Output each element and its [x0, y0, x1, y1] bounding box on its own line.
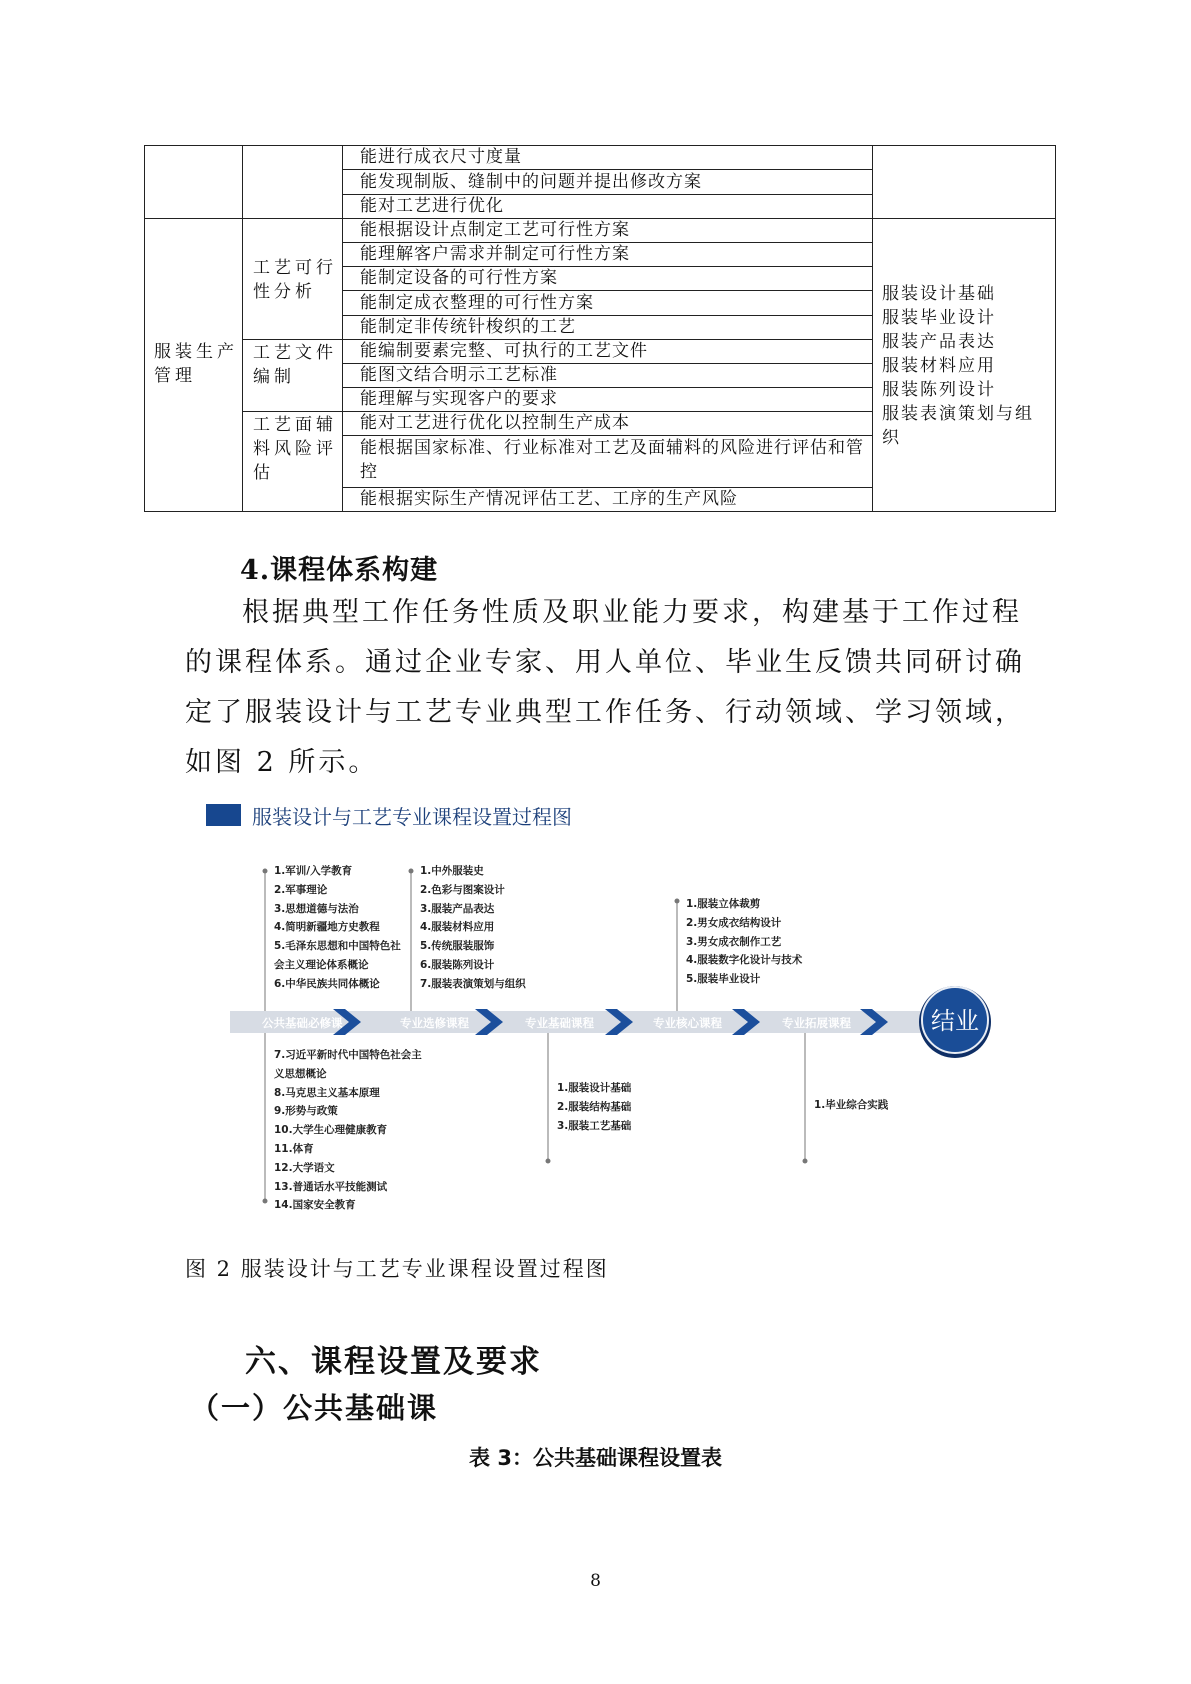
stage-label: 专业拓展课程 — [782, 1016, 851, 1030]
public-top-list — [274, 862, 401, 994]
connector-dot — [803, 1159, 808, 1164]
course-list-item: 2.男女成衣结构设计 — [686, 916, 782, 929]
section-4-paragraph — [185, 588, 1025, 788]
stage-label: 专业基础课程 — [525, 1016, 594, 1030]
table-vline — [872, 145, 873, 512]
public-bottom-list — [274, 1046, 422, 1215]
course-list-item: 4.服装材料应用 — [420, 921, 495, 934]
course-list-item: 2.军事理论 — [274, 883, 328, 896]
course-list-item: 7.服装表演策划与组织 — [420, 977, 526, 990]
task-cell: 能理解与实现客户的要求 — [360, 389, 558, 409]
task-cell: 能对工艺进行优化以控制生产成本 — [360, 413, 630, 433]
field-cell: 服装生产管理 — [154, 342, 238, 386]
course-list-item: 2.服装结构基础 — [557, 1100, 632, 1113]
course-list-item: 5.传统服装服饰 — [420, 940, 495, 953]
course-list-item: 1.服装设计基础 — [557, 1082, 632, 1094]
subsection-1-heading: （一）公共基础课 — [190, 1391, 439, 1425]
course-list-item: 10.大学生心理健康教育 — [274, 1124, 388, 1137]
course-list-item: 1.军训/入学教育 — [274, 865, 353, 877]
task-cell: 能图文结合明示工艺标准 — [360, 365, 558, 385]
task-cell: 能对工艺进行优化 — [360, 196, 504, 216]
figure-caption: 图 2 服装设计与工艺专业课程设置过程图 — [185, 1257, 609, 1281]
capability-table — [144, 145, 1056, 512]
table-vline — [242, 145, 243, 512]
course-list-item: 8.马克思主义基本原理 — [274, 1086, 380, 1099]
connector-dot — [263, 869, 268, 874]
connector-dot — [546, 1159, 551, 1164]
course-list-item: 5.毛泽东思想和中国特色社 — [274, 940, 401, 953]
elective-top-list — [420, 862, 526, 994]
task-cell: 能根据设计点制定工艺可行性方案 — [360, 220, 630, 240]
course-list-item: 1.毕业综合实践 — [814, 1099, 889, 1111]
connector-dot — [263, 1199, 268, 1204]
task-cell: 能制定设备的可行性方案 — [360, 268, 558, 288]
stage-label: 专业选修课程 — [400, 1016, 469, 1030]
course-list-item: 9.形势与政策 — [274, 1105, 338, 1118]
connector-dot — [675, 899, 680, 904]
task-cell: 能理解客户需求并制定可行性方案 — [360, 244, 630, 264]
task-cell: 能根据国家标准、行业标准对工艺及面辅料的风险进行评估和管控 — [360, 438, 864, 482]
table-vline — [342, 145, 343, 512]
stage-label: 专业核心课程 — [653, 1016, 722, 1030]
course-list-item: 4.简明新疆地方史教程 — [274, 921, 380, 934]
connector-dot — [409, 869, 414, 874]
course-process-figure — [200, 796, 1030, 1216]
course-list-item: 6.服装陈列设计 — [420, 958, 495, 971]
task-cell: 能制定成衣整理的可行性方案 — [360, 293, 594, 313]
task-cell: 能根据实际生产情况评估工艺、工序的生产风险 — [360, 489, 738, 509]
page-number: 8 — [590, 1571, 601, 1591]
course-list-item: 会主义理论体系概论 — [274, 958, 369, 971]
task-cell: 能进行成衣尺寸度量 — [360, 147, 522, 167]
course-list-item: 12.大学语文 — [274, 1161, 335, 1174]
section-6-heading: 六、课程设置及要求 — [245, 1344, 542, 1380]
course-list-item: 3.男女成衣制作工艺 — [686, 935, 782, 948]
course-list-item: 3.思想道德与法治 — [274, 902, 359, 915]
stage-label: 公共基础必修课 — [262, 1016, 343, 1030]
core-top-list — [686, 895, 802, 989]
course-list-item: 4.服装数字化设计与技术 — [686, 954, 803, 967]
basic-bottom-list — [557, 1079, 631, 1135]
course-list-item: 7.习近平新时代中国特色社会主 — [274, 1049, 422, 1061]
course-list-item: 11.体育 — [274, 1142, 314, 1155]
course-list-item: 3.服装工艺基础 — [557, 1119, 632, 1132]
end-label: 结业 — [931, 1007, 979, 1035]
task-cell: 能编制要素完整、可执行的工艺文件 — [360, 341, 648, 361]
course-list-item: 14.国家安全教育 — [274, 1199, 356, 1212]
subtask-cell: 工艺面辅料风险评估 — [253, 415, 337, 483]
task-cell: 能发现制版、缝制中的问题并提出修改方案 — [360, 172, 702, 192]
extend-bottom-list — [814, 1096, 888, 1115]
table-3-title: 表 3：公共基础课程设置表 — [469, 1446, 722, 1470]
task-cell: 能制定非传统针梭织的工艺 — [360, 317, 576, 337]
course-list-item: 2.色彩与图案设计 — [420, 883, 505, 896]
course-list-item: 义思想概论 — [274, 1067, 327, 1080]
course-list-item: 6.中华民族共同体概论 — [274, 977, 380, 990]
paragraph-text: 根据典型工作任务性质及职业能力要求，构建基于工作过程的课程体系。通过企业专家、用人单位、毕业生反馈共同研讨确定了服装设计与工艺专业典型工作任务、行动领域、学习领域，如图 2 所示。 — [185, 597, 1025, 778]
courses-cell: 服装设计基础 服装毕业设计 服装产品表达 服装材料应用 服装陈列设计 服装表演策划与组织 — [882, 284, 1034, 448]
course-list-item: 3.服装产品表达 — [420, 902, 495, 915]
course-list-item: 5.服装毕业设计 — [686, 973, 761, 986]
figure-title: 服装设计与工艺专业课程设置过程图 — [252, 805, 572, 829]
course-list-item: 1.服装立体裁剪 — [686, 898, 761, 910]
course-list-item: 1.中外服装史 — [420, 865, 484, 877]
subtask-cell: 工艺文件编制 — [253, 343, 337, 387]
subtask-cell: 工艺可行性分析 — [253, 258, 337, 302]
course-list-item: 13.普通话水平技能测试 — [274, 1180, 388, 1193]
section-4-heading: 4.课程体系构建 — [240, 555, 439, 586]
